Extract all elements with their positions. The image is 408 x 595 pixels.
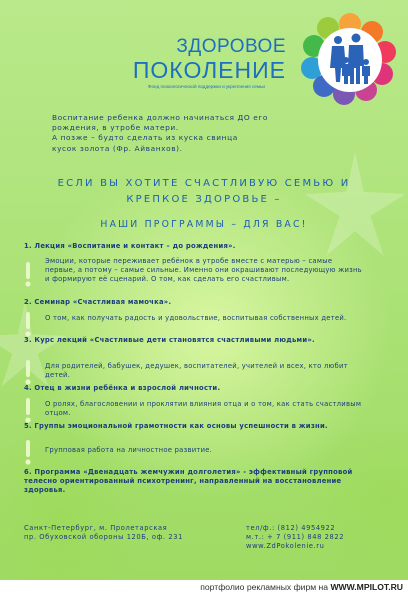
- logo-title-line2: ПОКОЛЕНИЕ: [132, 57, 286, 83]
- program-description: Для родителей, бабушек, дедушек, воспитателей, учителей и всех, кто любит детей.: [45, 362, 348, 379]
- headline: ЕСЛИ ВЫ ХОТИТЕ СЧАСТЛИВУЮ СЕМЬЮ И КРЕПКОЕ ЗДОРОВЬЕ –: [57, 178, 351, 205]
- program-description: Эмоции, которые переживает ребёнок в утробе вместе с матерью – самые первые, а потому – самые сильные. Именно они окрашивают последующую жизнь и формируют её сценарий. О том, как сделать его счастливым.: [45, 257, 362, 283]
- program-title: 4. Отец в жизни ребёнка и взрослой личности.: [24, 384, 221, 392]
- address: Санкт-Петербург, м. Пролетарская пр. Обуховской обороны 120Б, оф. 231: [24, 524, 183, 542]
- program-description: О ролях, благословении и проклятии влияния отца и о том, как стать счастливым отцом.: [45, 400, 362, 417]
- family-flower-logo-icon: [290, 10, 408, 108]
- program-title: 5. Группы эмоциональной грамотности как основы успешности в жизни.: [24, 422, 328, 430]
- logo-title-line1: ЗДОРОВОЕ: [176, 36, 286, 57]
- exclamation-icon: [24, 398, 32, 424]
- logo-title: [86, 36, 286, 82]
- subheadline: НАШИ ПРОГРАММЫ – ДЛЯ ВАС!: [100, 219, 308, 230]
- program-description: О том, как получать радость и удовольствие, воспитывая собственных детей.: [45, 314, 347, 322]
- program-title: 2. Семинар «Счастливая мамочка».: [24, 298, 172, 306]
- program-title: 6. Программа «Двенадцать жемчужин долголетия» - эффективный групповой телесно ориентированный психотренинг, направленный на восстановление здоровья.: [24, 468, 353, 494]
- footer-text: портфолио рекламных фирм на: [200, 582, 331, 592]
- exclamation-icon: [24, 440, 32, 466]
- phones-and-website: тел/ф.: (812) 4954922 м.т.: + 7 (911) 848 2822 www.ZdPokolenie.ru: [246, 524, 345, 551]
- footer-credit: [0, 580, 408, 595]
- program-title: 1. Лекция «Воспитание и контакт – до рождения».: [24, 242, 236, 250]
- logo-subtitle: Фонд психологической поддержки и укрепления семьи: [148, 84, 265, 89]
- exclamation-icon: [24, 360, 32, 386]
- exclamation-icon: [24, 312, 32, 338]
- program-title: 3. Курс лекций «Счастливые дети становятся счастливыми людьми».: [24, 336, 315, 344]
- footer-site-link[interactable]: WWW.MPILOT.RU: [330, 582, 403, 592]
- program-description: Групповая работа на личностное развитие.: [45, 446, 213, 454]
- exclamation-icon: [24, 262, 32, 288]
- intro-text: Воспитание ребенка должно начинаться ДО его рождения, в утробе матери. А позже – будто сделать из куска свинца кусок золота (Фр. Айванхов).: [52, 113, 268, 153]
